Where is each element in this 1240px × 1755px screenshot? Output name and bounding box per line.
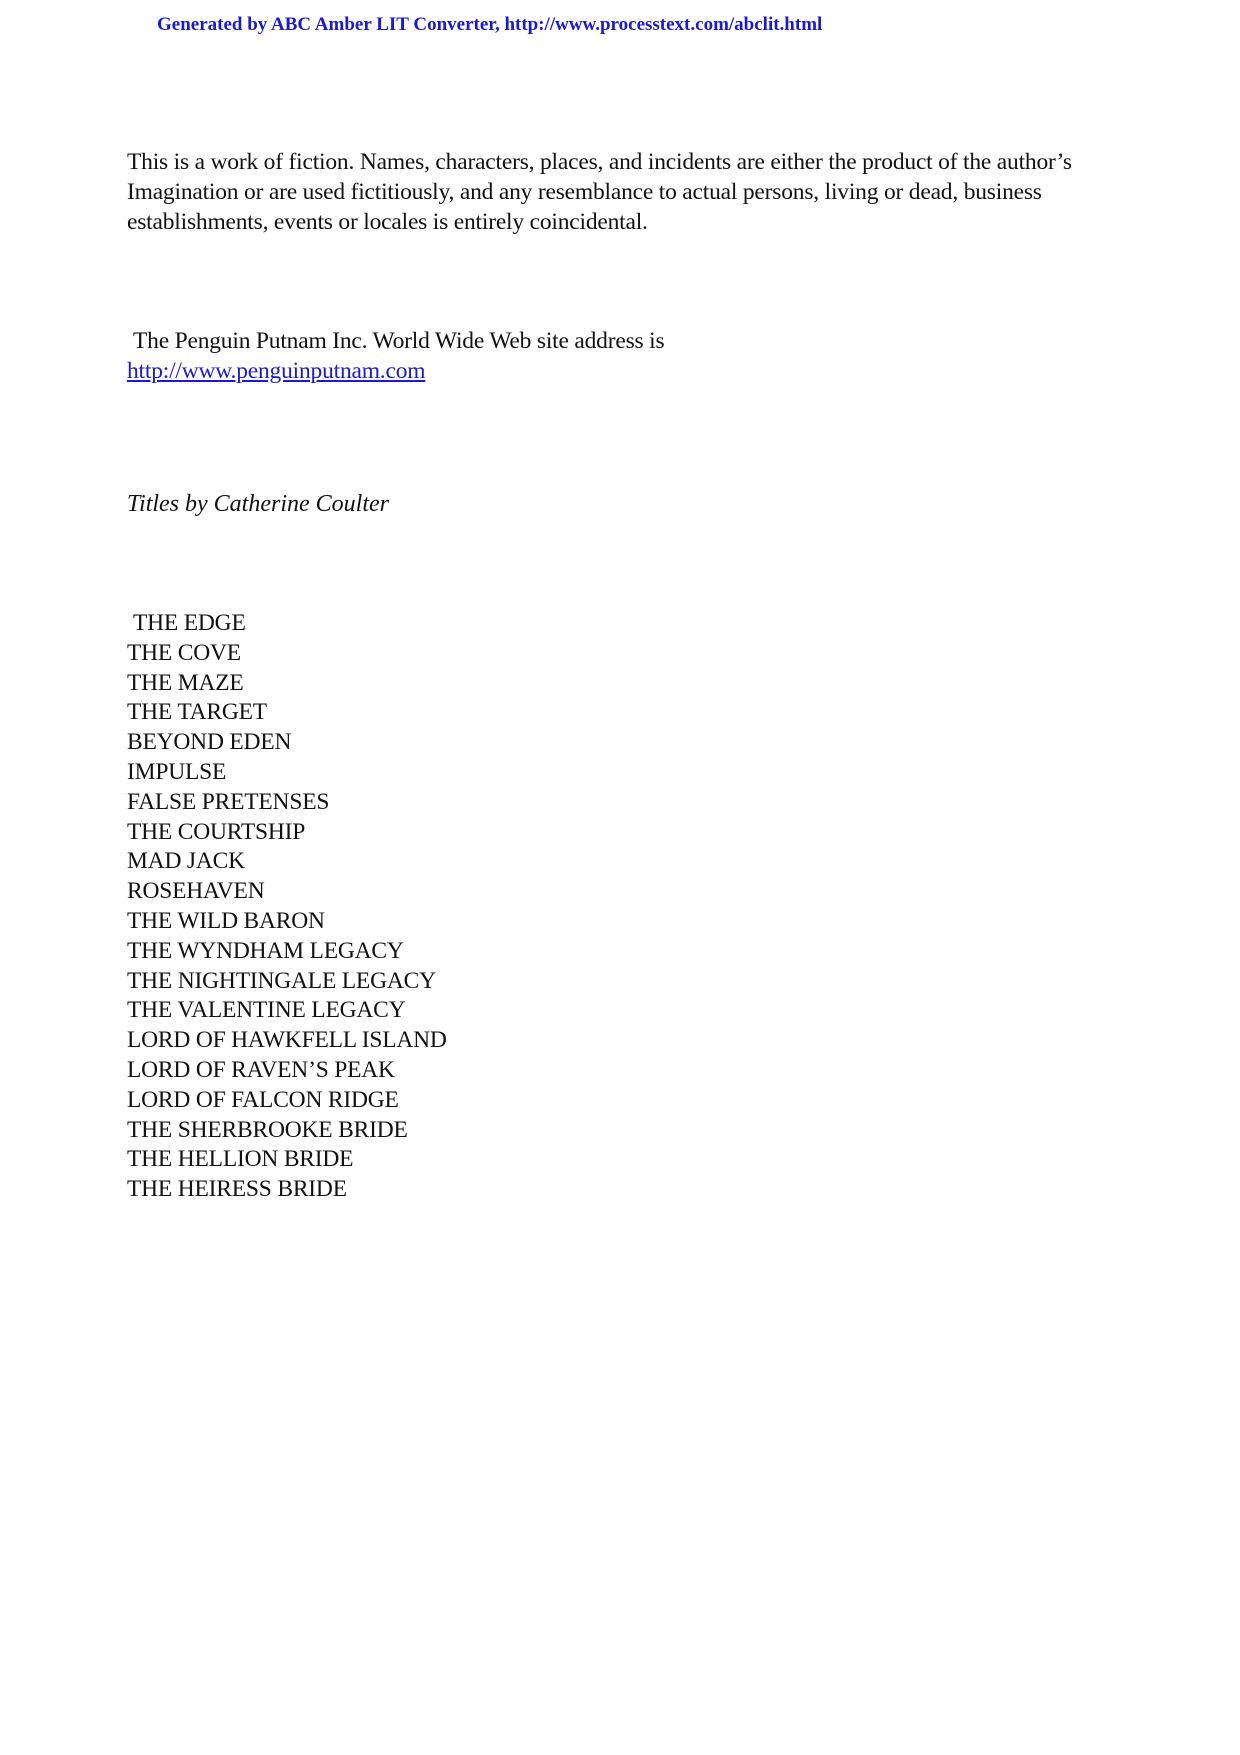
book-title: IMPULSE (127, 758, 227, 785)
book-title: THE MAZE (127, 669, 244, 696)
book-title: THE HELLION BRIDE (127, 1146, 354, 1173)
converter-header: Generated by ABC Amber LIT Converter, http://www.processtext.com/abclit.html (157, 14, 823, 35)
book-title: ROSEHAVEN (127, 878, 265, 905)
fiction-disclaimer (127, 147, 1127, 237)
titles-heading: Titles by Catherine Coulter (127, 491, 389, 517)
disclaimer-line: Imagination or are used fictitiously, and any resemblance to actual persons, living or dead, business (127, 179, 1042, 205)
book-title: THE NIGHTINGALE LEGACY (127, 967, 436, 994)
book-title: LORD OF RAVEN’S PEAK (127, 1056, 395, 1083)
book-title: THE SHERBROOKE BRIDE (127, 1116, 408, 1143)
book-title: THE TARGET (127, 699, 267, 726)
book-title: LORD OF FALCON RIDGE (127, 1086, 399, 1113)
book-title: LORD OF HAWKFELL ISLAND (127, 1027, 447, 1054)
disclaimer-line: This is a work of fiction. Names, characters, places, and incidents are either the product of the author’s (127, 149, 1072, 175)
book-title: THE HEIRESS BRIDE (127, 1176, 347, 1203)
book-title: THE COVE (127, 639, 241, 666)
book-title: THE COURTSHIP (127, 818, 306, 845)
book-title: THE WYNDHAM LEGACY (127, 937, 404, 964)
publisher-link[interactable]: http://www.penguinputnam.com (127, 358, 426, 384)
book-title: MAD JACK (127, 848, 245, 875)
website-intro: The Penguin Putnam Inc. World Wide Web site address is (133, 328, 665, 354)
book-title: BEYOND EDEN (127, 729, 292, 756)
disclaimer-line: establishments, events or locales is entirely coincidental. (127, 209, 648, 235)
book-title: FALSE PRETENSES (127, 788, 330, 815)
book-title: THE VALENTINE LEGACY (127, 997, 406, 1024)
website-notice (127, 326, 664, 386)
book-title: THE EDGE (133, 610, 246, 636)
book-title-list (127, 609, 447, 1205)
book-title: THE WILD BARON (127, 907, 325, 934)
